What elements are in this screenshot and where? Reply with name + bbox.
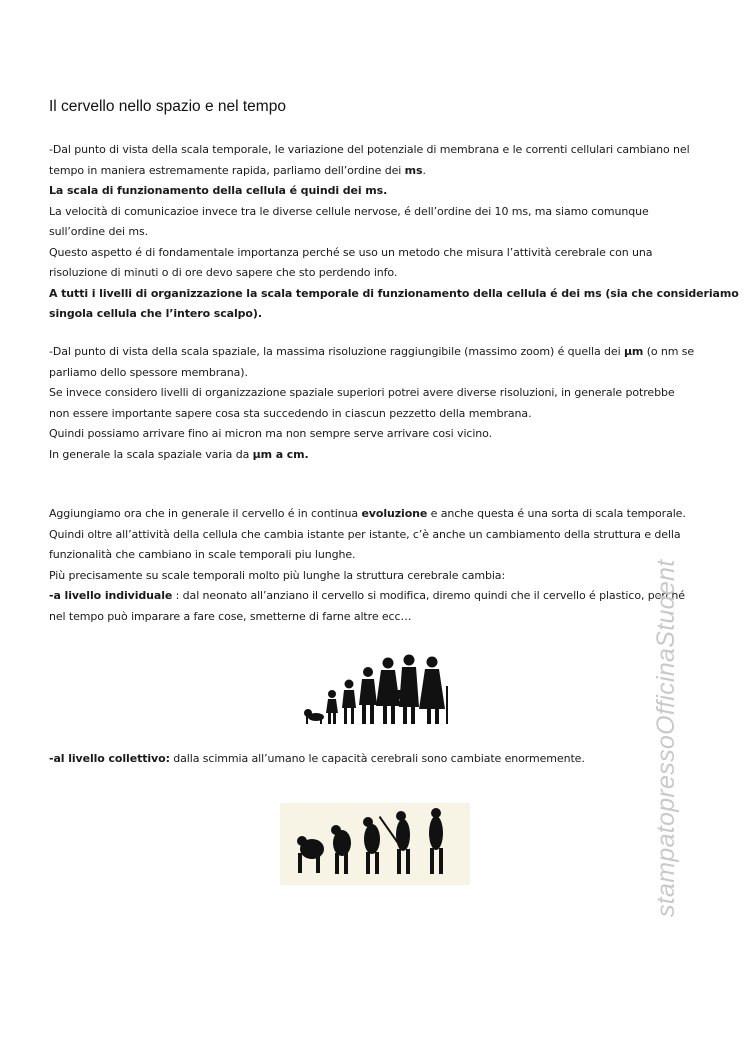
text-line xyxy=(49,525,699,546)
bold-text: μm a cm. xyxy=(252,447,309,461)
text-line xyxy=(49,181,699,202)
text-segment: Aggiungiamo ora che in generale il cervello é in continua xyxy=(49,507,362,520)
text-line xyxy=(49,586,699,607)
text-segment: risoluzione di minuti o di ore devo sapere che sto perdendo info. xyxy=(49,266,398,279)
paragraph-temporal-scale xyxy=(49,140,739,325)
text-segment: Quindi oltre all’attività della cellula che cambia istante per istante, c’è anche un cambiamento della struttura e della xyxy=(49,527,681,541)
text-segment: A tutti i livelli di organizzazione la scala temporale di funzionamento della cellula é dei ms (sia che consideriamo xyxy=(49,286,739,300)
text-segment: Se invece considero livelli di organizzazione spaziale superiori potrei avere diverse risoluzioni, in generale potrebbe xyxy=(49,386,675,399)
text-segment: La velocità di comunicazioe invece tra le diverse cellule nervose, é dell’ordine dei 10 ms, ma siamo comunque xyxy=(49,204,649,218)
page-title: Il cervello nello spazio e nel tempo xyxy=(49,98,286,115)
text-line xyxy=(49,222,699,243)
text-segment: : dal neonato all’anziano il cervello si modifica, diremo quindi che il cervello é plastico, perché xyxy=(172,589,685,602)
text-line xyxy=(49,404,699,425)
text-segment: funzionalità che cambiano in scale temporali piu lunghe. xyxy=(49,548,356,561)
paragraph-evolution xyxy=(49,504,699,627)
text-segment: tempo in maniera estremamente rapida, parliamo dell’ordine dei xyxy=(49,163,405,177)
text-segment: . xyxy=(422,163,426,177)
human-life-stages-illustration xyxy=(292,650,464,728)
text-segment: sull’ordine dei ms. xyxy=(49,225,148,238)
text-line xyxy=(49,363,699,384)
text-segment: -Dal punto di vista della scala spaziale, la massima risoluzione raggiungibile (massimo zoom) é quella dei xyxy=(49,345,624,358)
text-segment: Questo aspetto é di fondamentale importanza perché se uso un metodo che misura l’attività cerebrale con una xyxy=(49,245,653,259)
text-segment: In generale la scala spaziale varia da xyxy=(49,447,253,461)
text-segment: parliamo dello spessore membrana). xyxy=(49,365,248,379)
text-segment: (o nm se xyxy=(643,345,695,358)
text-segment: e anche questa é una sorta di scala temporale. xyxy=(427,507,686,520)
text-segment: Quindi possiamo arrivare fino ai micron ma non sempre serve arrivare cosi vicino. xyxy=(49,427,493,440)
text-line xyxy=(49,342,699,363)
text-line xyxy=(49,140,699,161)
bold-text: ms xyxy=(404,163,423,177)
text-line xyxy=(49,263,699,284)
text-line xyxy=(49,161,699,182)
text-line xyxy=(49,202,699,223)
text-line xyxy=(49,243,699,264)
watermark-text: stampatopressoOfficinaStudent xyxy=(652,559,680,917)
text-line xyxy=(49,504,699,525)
text-line xyxy=(49,749,699,770)
text-line xyxy=(49,445,699,466)
bold-text: μm xyxy=(623,345,644,358)
text-line xyxy=(49,607,699,628)
text-line xyxy=(49,383,699,404)
text-segment: nel tempo può imparare a fare cose, smetterne di farne altre ecc… xyxy=(49,609,412,623)
text-segment: dalla scimmia all’umano le capacità cerebrali sono cambiate enormemente. xyxy=(169,752,585,765)
paragraph-collective-level xyxy=(49,749,699,770)
text-segment: Più precisamente su scale temporali molto più lunghe la struttura cerebrale cambia: xyxy=(49,568,506,582)
bold-text: -a livello individuale xyxy=(49,589,173,602)
text-line xyxy=(49,304,699,325)
bold-text: -al livello collettivo: xyxy=(49,752,170,765)
text-line xyxy=(49,545,699,566)
text-line xyxy=(49,424,699,445)
text-line xyxy=(49,284,739,305)
paragraph-spatial-scale xyxy=(49,342,699,465)
text-segment: La scala di funzionamento della cellula é quindi dei ms. xyxy=(49,184,388,197)
text-segment: non essere importante sapere cosa sta succedendo in ciascun pezzetto della membrana. xyxy=(49,406,532,420)
bold-text: evoluzione xyxy=(361,507,428,520)
text-segment: singola cellula che l’intero scalpo). xyxy=(49,307,262,320)
text-line xyxy=(49,566,699,587)
evolution-of-man-illustration xyxy=(280,803,470,885)
text-segment: -Dal punto di vista della scala temporale, le variazione del potenziale di membrana e le correnti cellulari cambiano nel xyxy=(49,143,690,156)
